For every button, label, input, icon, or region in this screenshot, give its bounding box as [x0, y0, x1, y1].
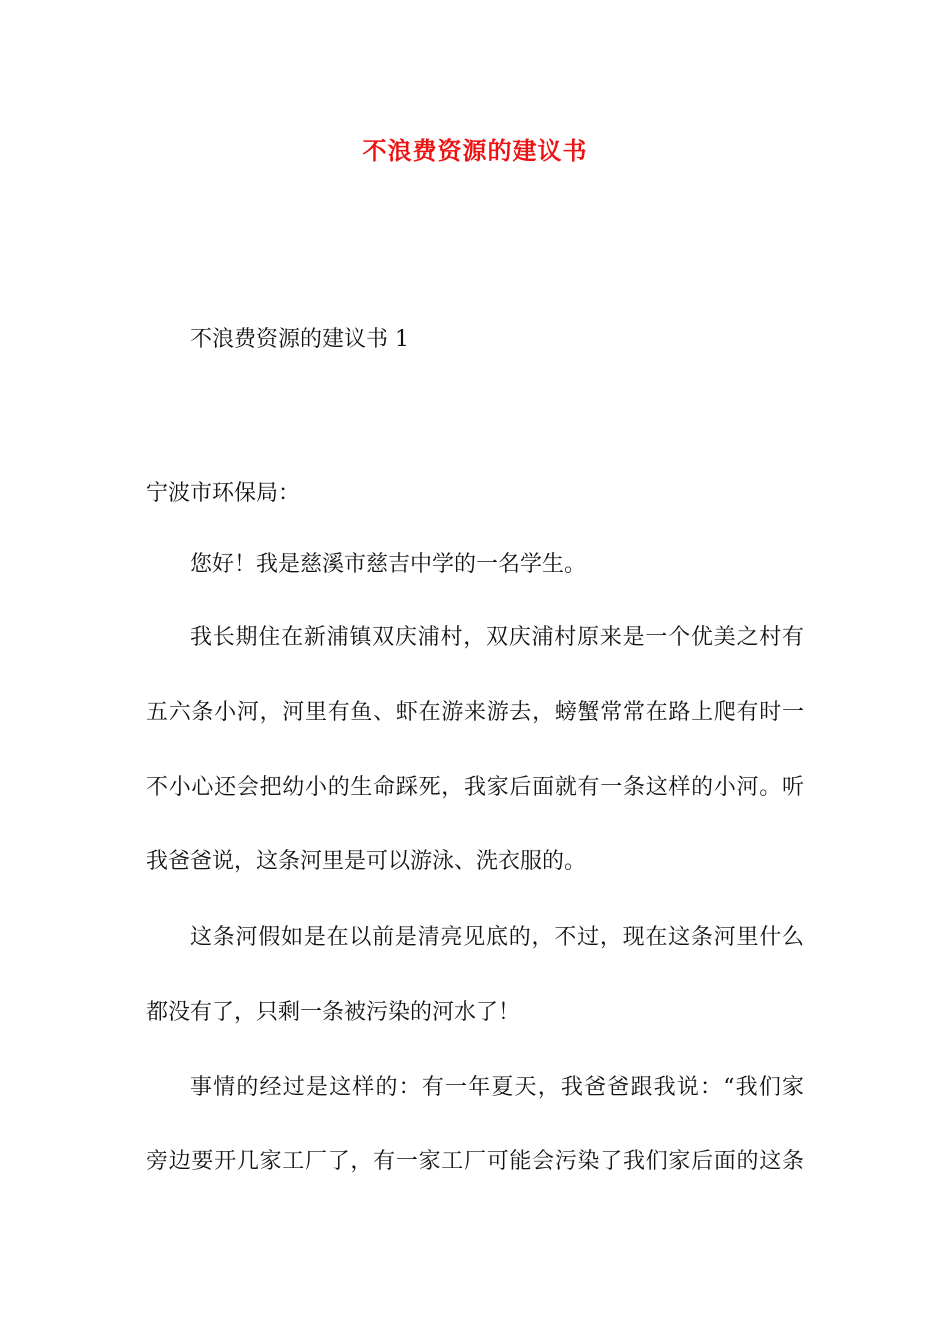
paragraph-line: 事情的经过是这样的：有一年夏天，我爸爸跟我说：“我们家	[190, 1075, 804, 1100]
paragraph-line: 都没有了，只剩一条被污染的河水了！	[146, 1000, 521, 1025]
salutation: 宁波市环保局：	[146, 481, 301, 506]
section-heading: 不浪费资源的建议书 1	[190, 327, 409, 352]
paragraph-line: 旁边要开几家工厂了，有一家工厂可能会污染了我们家后面的这条	[146, 1149, 804, 1174]
paragraph-line: 不小心还会把幼小的生命踩死，我家后面就有一条这样的小河。听	[146, 775, 804, 800]
paragraph-line: 五六条小河，河里有鱼、虾在游来游去，螃蟹常常在路上爬有时一	[146, 700, 804, 725]
paragraph-line: 我长期住在新浦镇双庆浦村，双庆浦村原来是一个优美之村有	[190, 625, 804, 650]
paragraph-line: 您好！我是慈溪市慈吉中学的一名学生。	[190, 552, 587, 577]
paragraph-line: 我爸爸说，这条河里是可以游泳、洗衣服的。	[146, 849, 587, 874]
document-title: 不浪费资源的建议书	[362, 136, 588, 165]
paragraph-line: 这条河假如是在以前是清亮见底的，不过，现在这条河里什么	[190, 925, 804, 950]
